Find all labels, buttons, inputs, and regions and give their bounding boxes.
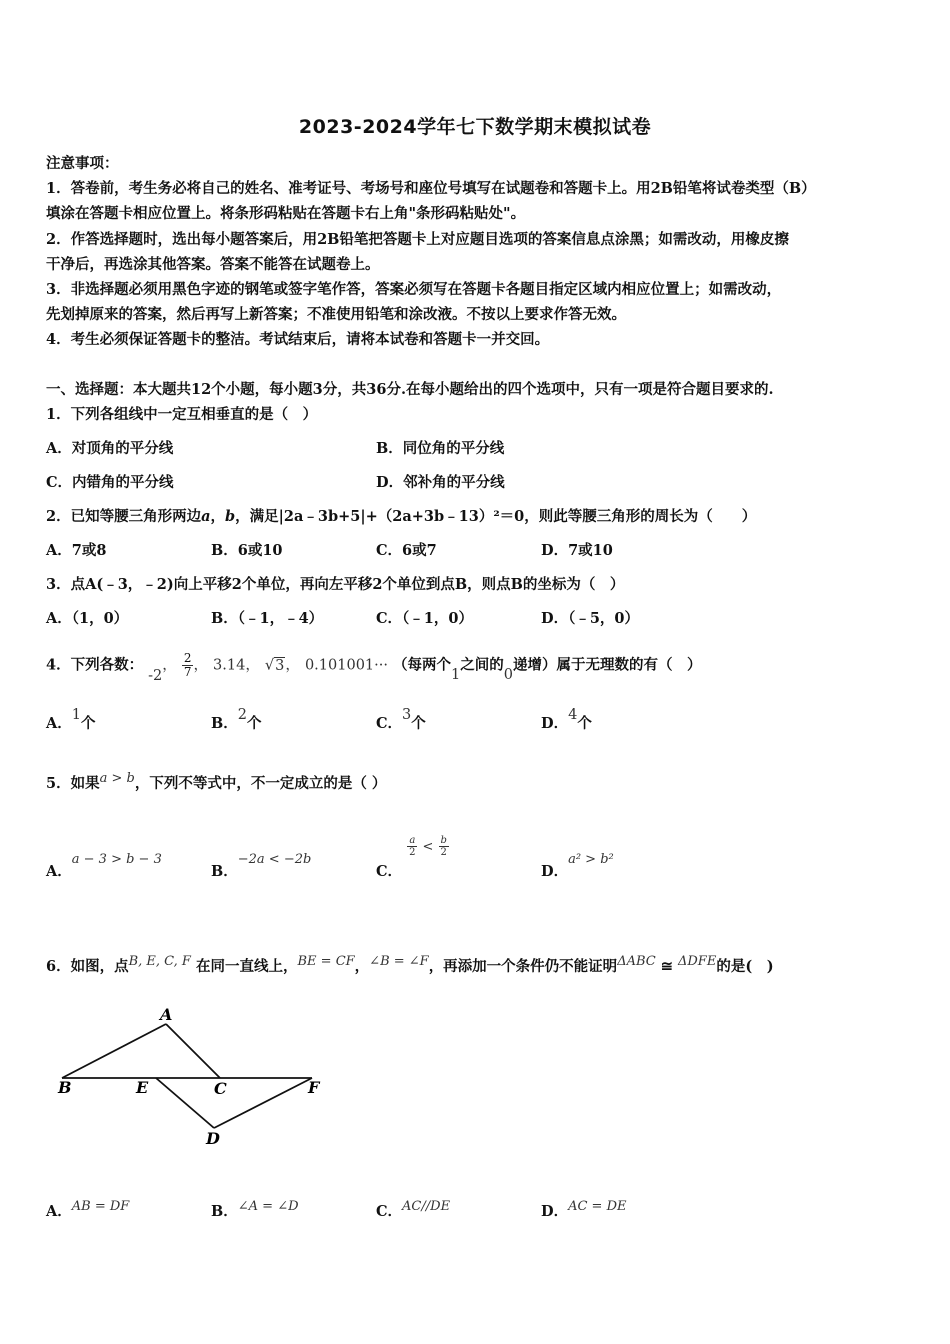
notice-heading: 注意事项：: [46, 155, 119, 172]
q6-option-c: C．AC//DE: [376, 1199, 451, 1220]
q1-option-d: D．邻补角的平分线: [376, 474, 505, 491]
q4-stem-post1: （每两个: [393, 656, 452, 674]
q6-cond2: ∠B = ∠F: [369, 954, 429, 969]
q5-stem-pre: 5．如果: [46, 775, 100, 792]
q6-cond1: BE = CF: [297, 954, 355, 969]
q4-zero: 0: [503, 666, 513, 683]
label-F: F: [308, 1078, 320, 1097]
q2-stem-pre: 2．已知等腰三角形两边: [46, 508, 202, 525]
q2-option-c: C．6或7: [376, 542, 437, 559]
label-E: E: [136, 1078, 149, 1097]
section-heading: 一、选择题：本大题共12个小题，每小题3分，共36分.在每小题给出的四个选项中，只有一项是符合题目要求的.: [46, 381, 774, 398]
question-1-stem: 1．下列各组线中一定互相垂直的是（ ）: [46, 406, 318, 423]
q5-option-a: A．a − 3 > b − 3: [46, 852, 162, 880]
question-2-stem: [46, 505, 756, 526]
q4-stem-pre: 4．下列各数：: [46, 656, 144, 674]
q4-option-a: A．1个: [46, 707, 96, 732]
q4-option-c: C．3个: [376, 707, 426, 732]
q1-option-a: A．对顶角的平分线: [46, 440, 174, 457]
q4-num-decimal: 0.101001···: [304, 657, 388, 674]
q5-option-c: C． $\frac{a}{2}$ < $\frac{b}{2}$: [376, 834, 447, 880]
q4-stem-post3: 递增）属于无理数的有（ ）: [513, 656, 702, 674]
notice-line: 干净后，再选涂其他答案。答案不能答在试题卷上。: [46, 256, 380, 273]
q5-stem-post: ，下列不等式中，不一定成立的是（ ）: [134, 775, 387, 792]
question-3-stem: 3．点A(﹣3，﹣2)向上平移2个单位，再向左平移2个单位到点B，则点B的坐标为（ ）: [46, 576, 625, 593]
q6-tri2: ΔDFE: [678, 954, 717, 969]
q1-option-b: B．同位角的平分线: [376, 440, 505, 457]
notice-line: 3．非选择题必须用黑色字迹的钢笔或签字笔作答，答案必须写在答题卡各题目指定区域内相应位置上；如需改动，: [46, 281, 782, 298]
q4-option-d: D．4个: [541, 707, 592, 732]
q5-condition: a > b: [99, 771, 135, 786]
segment-AC: [166, 1024, 220, 1078]
q5-option-b: B．−2a < −2b: [211, 852, 312, 880]
question-6-stem: 6．如图，点B, E, C, F 在同一直线上，BE = CF，∠B = ∠F，再添加一个条件仍不能证明ΔABC ≅ ΔDFE的是( ): [46, 954, 774, 975]
segment-ED: [156, 1078, 214, 1128]
q4-option-b: B．2个: [211, 707, 262, 732]
q5-option-d: D．a² > b²: [541, 852, 614, 880]
q3-option-d: D．（﹣5，0）: [541, 610, 640, 627]
q6-option-d: D．AC = DE: [541, 1199, 627, 1220]
q2-var-b: b: [225, 508, 236, 525]
question-5-stem: [46, 772, 386, 793]
label-A: A: [160, 1005, 173, 1024]
q4-sqrt: √3: [264, 657, 285, 674]
q6-tri1: ΔABC: [617, 954, 656, 969]
q2-option-a: A．7或8: [46, 542, 107, 559]
q1-option-c: C．内错角的平分线: [46, 474, 174, 491]
q2-option-d: D．7或10: [541, 542, 613, 559]
q4-num-314: 3.14: [213, 657, 246, 674]
q2-var-a: a: [201, 508, 211, 525]
label-C: C: [214, 1079, 227, 1098]
q3-option-b: B．（﹣1，﹣4）: [211, 610, 324, 627]
q6-points: B, E, C, F: [128, 954, 191, 969]
q2-option-b: B．6或10: [211, 542, 283, 559]
page-title: 2023-2024学年七下数学期末模拟试卷: [298, 116, 652, 138]
notice-line: 1．答卷前，考生务必将自己的姓名、准考证号、考场号和座位号填写在试题卷和答题卡上。用2B铅笔将试卷类型（B）: [46, 180, 816, 197]
notice-line: 先划掉原来的答案，然后再写上新答案；不准使用铅笔和涂改液。不按以上要求作答无效。: [46, 306, 626, 323]
q2-stem-post: ，满足|2a﹣3b+5|+（2a+3b﹣13）²＝0，则此等腰三角形的周长为（ ）: [235, 508, 757, 525]
label-D: D: [206, 1129, 220, 1148]
q6-option-a: A．AB = DF: [46, 1199, 130, 1220]
question-4-stem: 4．下列各数： -2， $\frac{2}{7}$ ， 3.14， √3， 0.101001··· （每两个1之间的0递增）属于无理数的有（ ）: [46, 651, 702, 684]
q4-one: 1: [451, 666, 461, 683]
label-B: B: [58, 1078, 72, 1097]
notice-line: 4．考生必须保证答题卡的整洁。考试结束后，请将本试卷和答题卡一并交回。: [46, 331, 550, 348]
q3-option-a: A．（1，0）: [46, 610, 129, 627]
q2-sep: ，: [210, 508, 225, 525]
q3-option-c: C．（﹣1，0）: [376, 610, 473, 627]
q6-geometry-figure: [50, 1000, 340, 1150]
q4-stem-post2: 之间的: [460, 656, 504, 674]
q4-fraction: $\frac{2}{7}$: [183, 651, 192, 679]
segment-BA: [62, 1024, 166, 1078]
notice-line: 2．作答选择题时，选出每小题答案后，用2B铅笔把答题卡上对应题目选项的答案信息点涂黑；如需改动，用橡皮擦: [46, 231, 789, 248]
q6-option-b: B．∠A = ∠D: [211, 1199, 299, 1220]
q4-num-neg2: -2: [148, 667, 163, 684]
segment-DF: [214, 1078, 312, 1128]
notice-line: 填涂在答题卡相应位置上。将条形码粘贴在答题卡右上角"条形码粘贴处"。: [46, 205, 526, 222]
